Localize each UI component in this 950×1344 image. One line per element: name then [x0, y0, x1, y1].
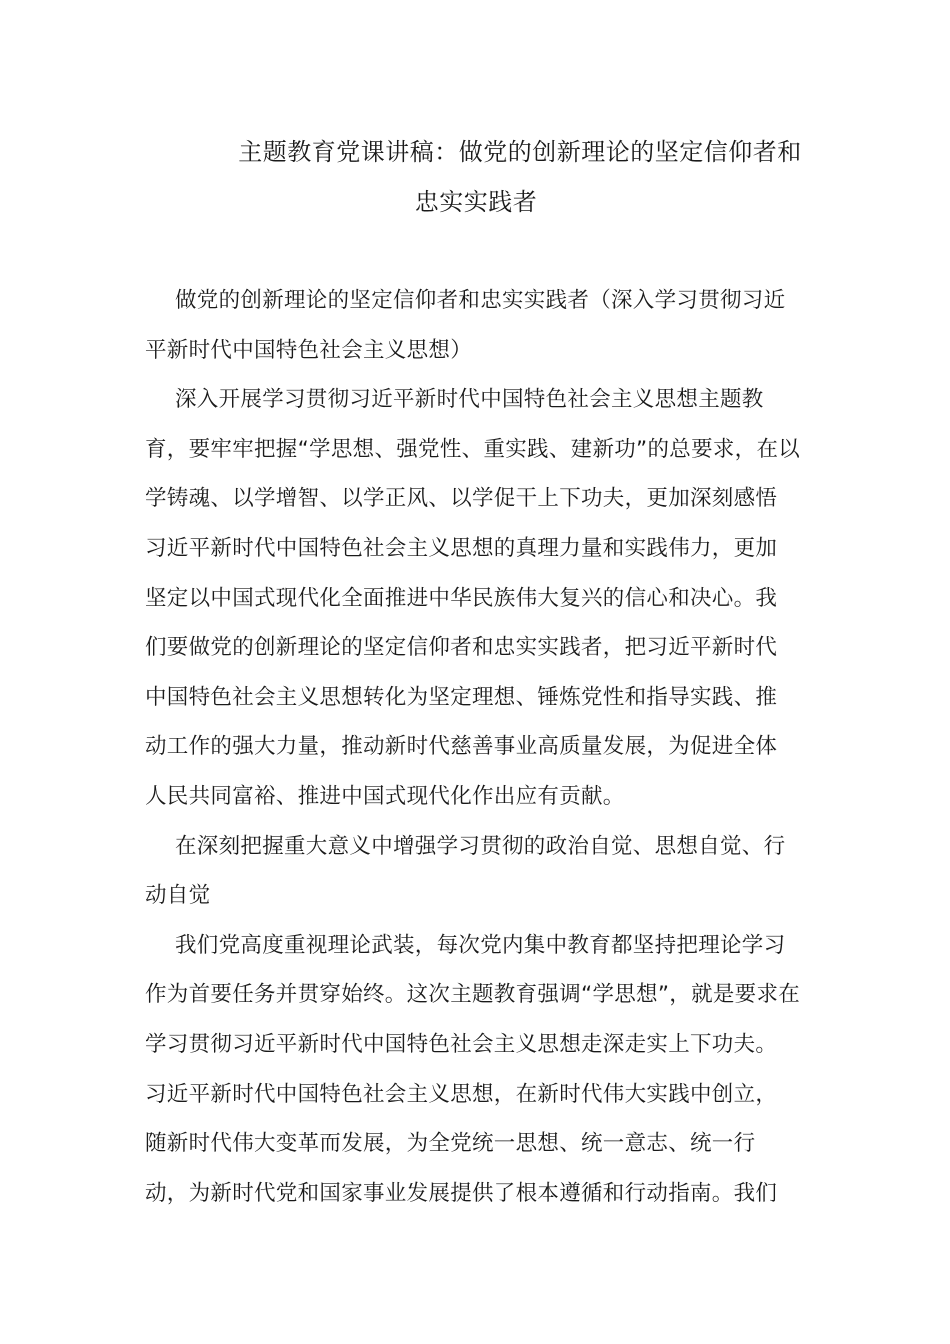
paragraph-2-line-8: 动工作的强大力量，推动新时代慈善事业高质量发展，为促进全体: [145, 734, 778, 760]
paragraph-2-line-4: 习近平新时代中国特色社会主义思想的真理力量和实践伟力，更加: [145, 535, 778, 561]
paragraph-3-line-5: 随新时代伟大变革而发展，为全党统一思想、统一意志、统一行: [145, 1131, 756, 1157]
paragraph-3-line-2: 作为首要任务并贯穿始终。这次主题教育强调“学思想”，就是要求在: [145, 982, 801, 1008]
paragraph-2-line-1: 深入开展学习贯彻习近平新时代中国特色社会主义思想主题教: [175, 387, 764, 413]
paragraph-3-line-4: 习近平新时代中国特色社会主义思想，在新时代伟大实践中创立，: [145, 1081, 778, 1107]
paragraph-3-line-6: 动，为新时代党和国家事业发展提供了根本遵循和行动指南。我们: [145, 1180, 778, 1206]
paragraph-2-line-2: 育，要牢牢把握“学思想、强党性、重实践、建新功”的总要求，在以: [145, 436, 801, 462]
section-heading-line-2: 动自觉: [145, 883, 211, 909]
paragraph-2-line-5: 坚定以中国式现代化全面推进中华民族伟大复兴的信心和决心。我: [145, 585, 778, 611]
paragraph-2-line-9: 人民共同富裕、推进中国式现代化作出应有贡献。: [145, 783, 625, 809]
paragraph-2-line-3: 学铸魂、以学增智、以学正风、以学促干上下功夫，更加深刻感悟: [145, 486, 778, 512]
document-body: [145, 276, 810, 1218]
paragraph-2-line-7: 中国特色社会主义思想转化为坚定理想、锤炼党性和指导实践、推: [145, 684, 778, 710]
paragraph-3-line-3: 学习贯彻习近平新时代中国特色社会主义思想走深走实上下功夫。: [145, 1031, 778, 1057]
paragraph-1-line-1: 做党的创新理论的坚定信仰者和忠实实践者（深入学习贯彻习近: [175, 288, 786, 313]
paragraph-3-line-1: 我们党高度重视理论武装，每次党内集中教育都坚持把理论学习: [175, 932, 786, 958]
document-title-line-2: 忠实实践者: [414, 188, 538, 216]
section-heading-line-1: 在深刻把握重大意义中增强学习贯彻的政治自觉、思想自觉、行: [175, 833, 786, 859]
paragraph-2-line-6: 们要做党的创新理论的坚定信仰者和忠实实践者，把习近平新时代: [145, 635, 778, 661]
paragraph-1-line-2: 平新时代中国特色社会主义思想）: [145, 337, 473, 363]
document-title-line-1: 主题教育党课讲稿：做党的创新理论的坚定信仰者和: [238, 138, 802, 166]
